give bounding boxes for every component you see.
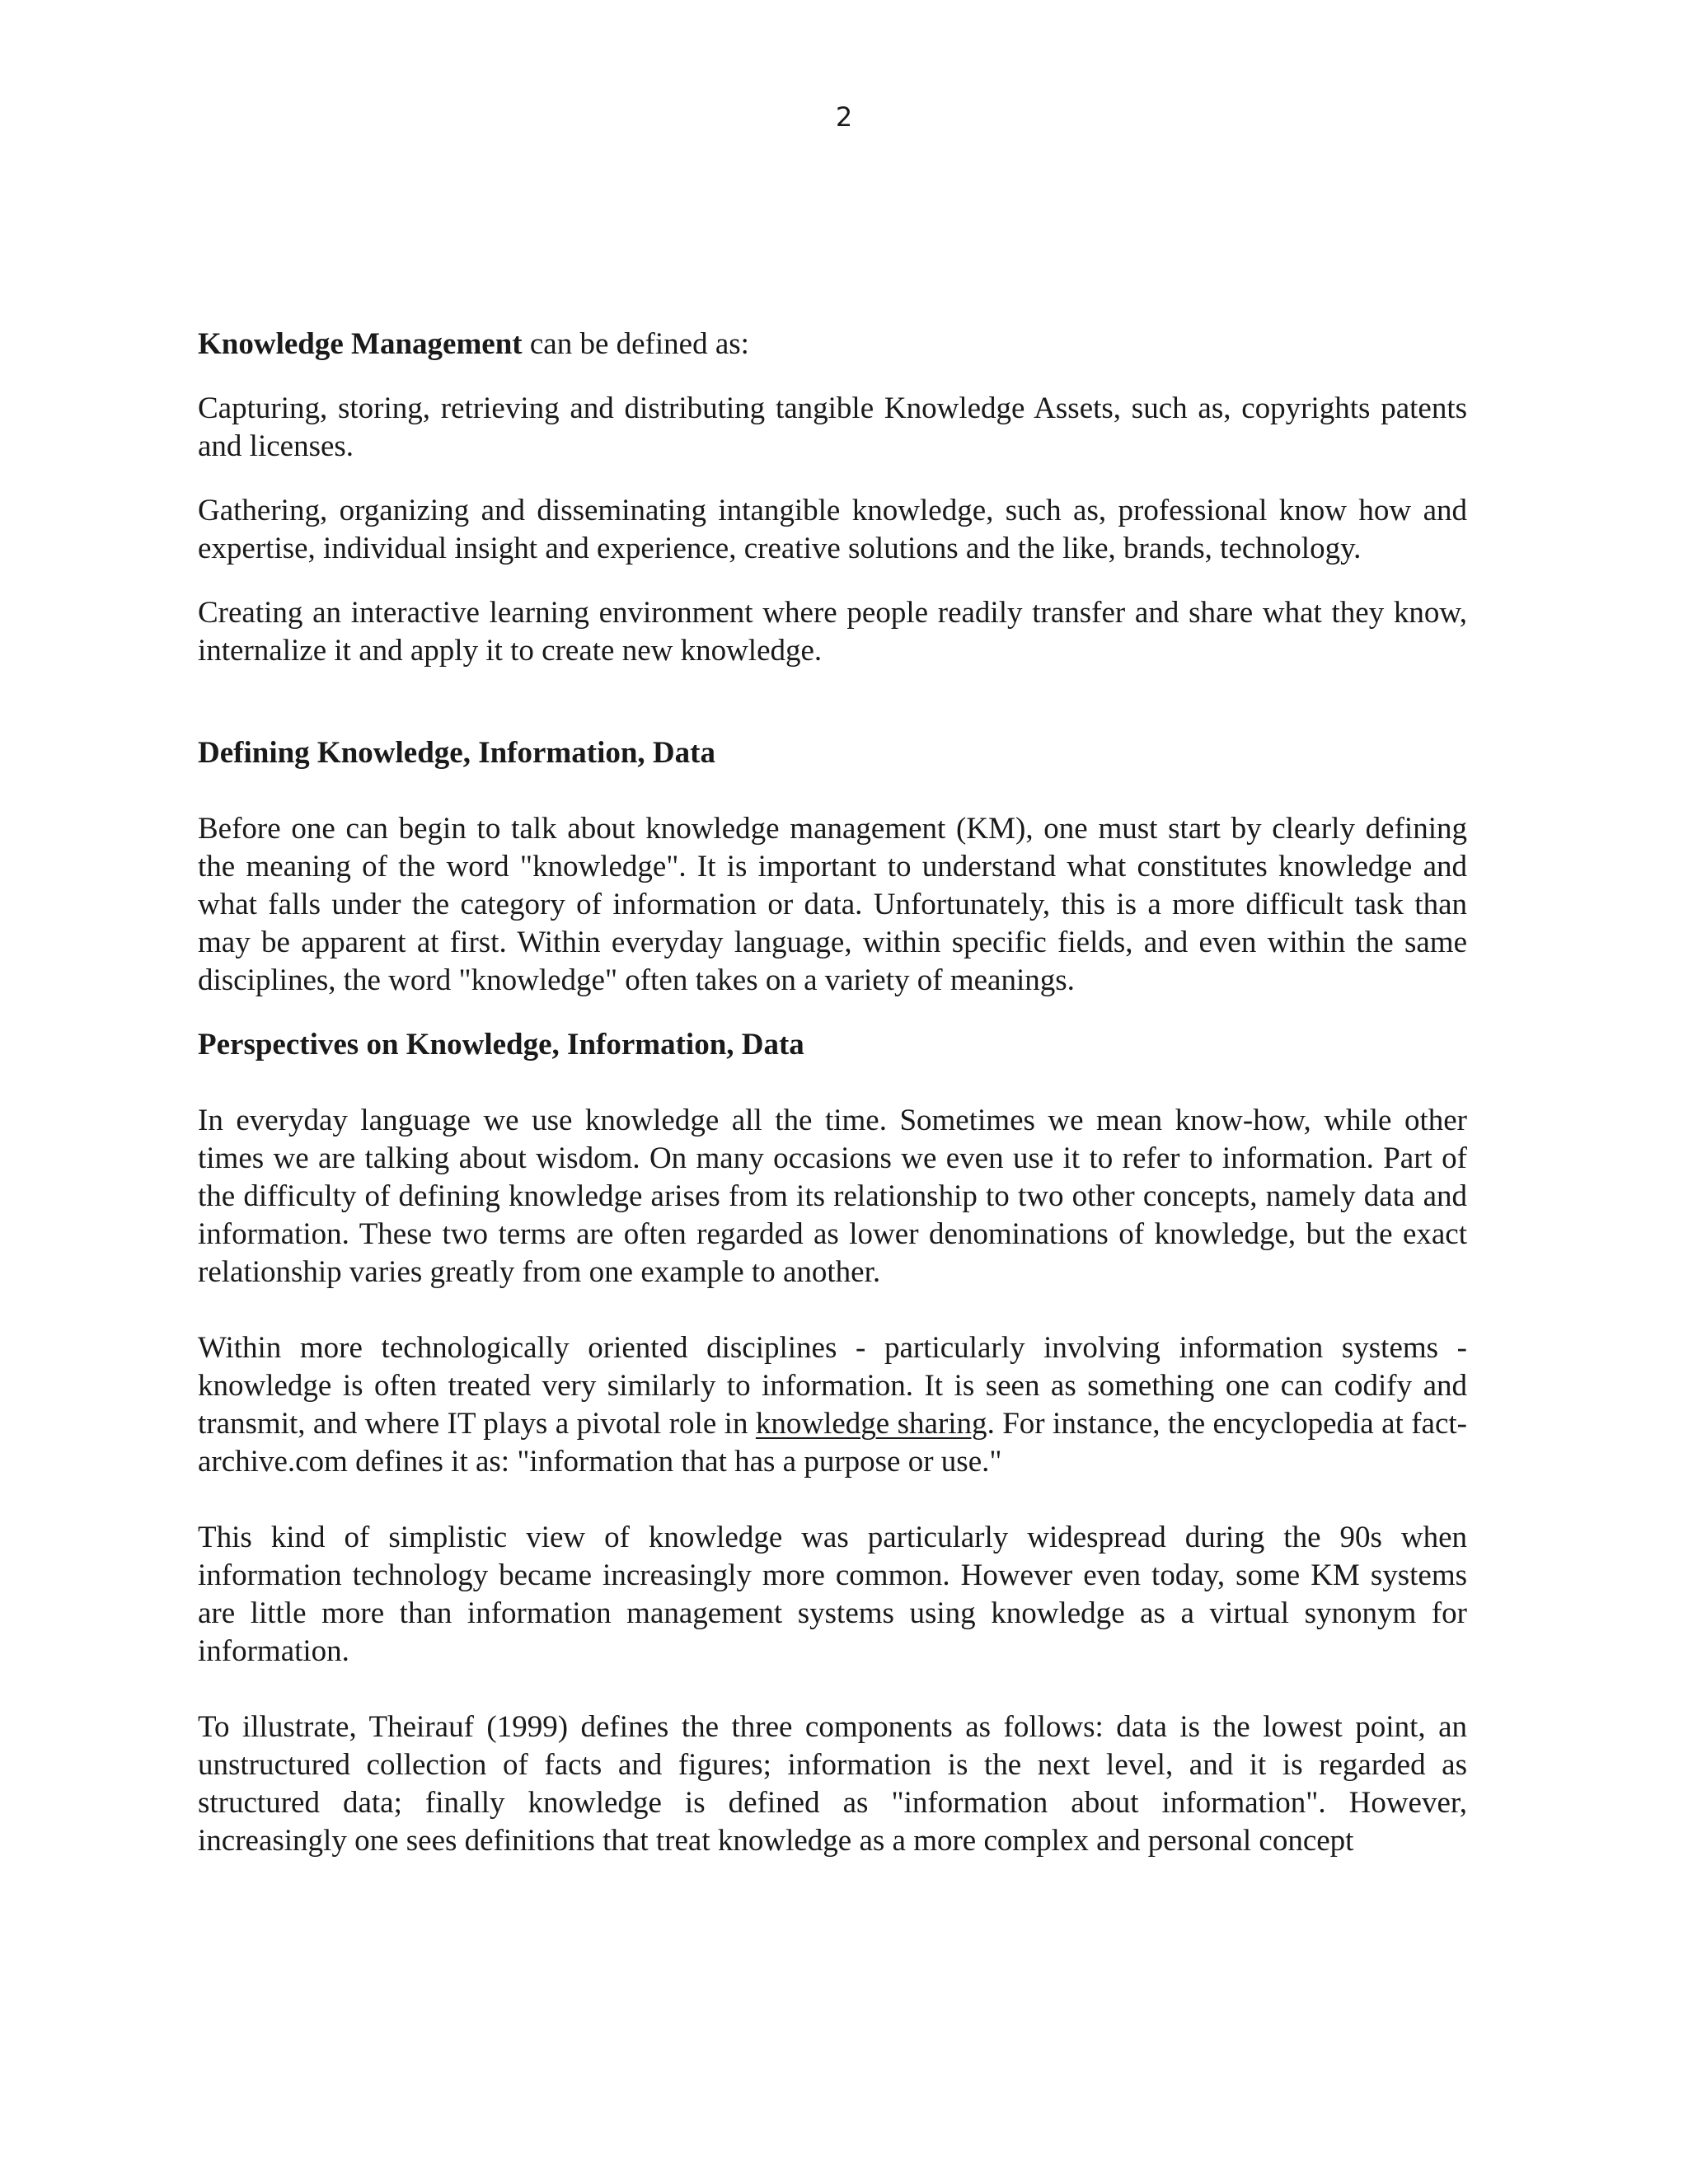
km-definition-item-3: Creating an interactive learning environment where people readily transfer and share what they know, internalize it and apply it to create new knowledge. (198, 596, 1467, 668)
paragraph-perspectives-2 (198, 1329, 1467, 1481)
page-number: 2 (835, 101, 853, 133)
heading-perspectives: Perspectives on Knowledge, Information, Data (198, 1028, 804, 1062)
paragraph-perspectives-4: To illustrate, Theirauf (1999) defines the three components as follows: data is the lowest point, an unstructured collection of facts and figures; information is the next level, and it is regarded as structured data; finally knowledge is defined as "information about information". However, increasingly one sees definitions that treat knowledge as a more complex and personal concept (198, 1710, 1467, 1858)
paragraph-defining-knowledge: Before one can begin to talk about knowledge management (KM), one must start by clearly defining the meaning of the word "knowledge". It is important to understand what constitutes knowledge and what falls under the category of information or data. Unfortunately, this is a more difficult task than may be apparent at first. Within everyday language, within specific fields, and even within the same disciplines, the word "knowledge" often takes on a variety of meanings. (198, 812, 1467, 997)
km-definition-lead (198, 326, 1467, 363)
paragraph-perspectives-1: In everyday language we use knowledge all the time. Sometimes we mean know-how, while other times we are talking about wisdom. On many occasions we even use it to refer to information. Part of the difficulty of defining knowledge arises from its relationship to two other concepts, namely data and information. These two terms are often regarded as lower denominations of knowledge, but the exact relationship varies greatly from one example to another. (198, 1104, 1467, 1289)
heading-defining-knowledge: Defining Knowledge, Information, Data (198, 736, 715, 770)
km-lead-rest: can be defined as: (522, 327, 749, 361)
km-term: Knowledge Management (198, 327, 523, 361)
paragraph-perspectives-3: This kind of simplistic view of knowledge was particularly widespread during the 90s when information technology became increasingly more common. However even today, some KM systems are little more than information management systems using knowledge as a virtual synonym for information. (198, 1521, 1467, 1668)
km-definition-item-2: Gathering, organizing and disseminating intangible knowledge, such as, professional know how and expertise, individual insight and experience, creative solutions and the like, brands, technology. (198, 494, 1467, 565)
km-definition-item-1: Capturing, storing, retrieving and distributing tangible Knowledge Assets, such as, copyrights patents and licenses. (198, 391, 1467, 463)
paragraph-2-text-before: Within more technologically oriented disciplines - particularly involving information systems - knowledge is often treated very similarly to information. It is seen as something one can codify and transmit, and where IT plays a pivotal role in (198, 1331, 1467, 1441)
paragraph-2-text-after: . For instance, the encyclopedia at fact-archive.com defines it as: "information that has a purpose or use." (198, 1407, 1467, 1479)
knowledge-sharing-link[interactable]: knowledge sharing (755, 1407, 987, 1441)
page-body (198, 326, 1467, 1860)
